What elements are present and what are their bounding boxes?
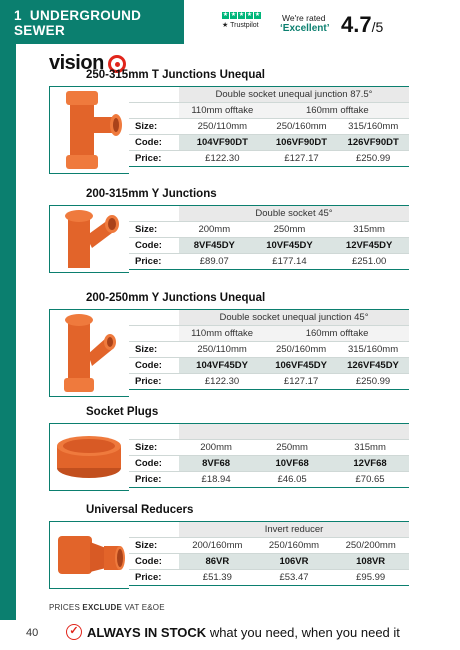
price-label: Price: [129, 151, 179, 167]
subheader: 160mm offtake [265, 326, 409, 342]
code-cell: 126VF45DY [337, 358, 409, 374]
table-header: Invert reducer [179, 522, 409, 538]
star-icon: ★ [222, 12, 229, 18]
price-label: Price: [129, 472, 179, 488]
trustpilot-stars [222, 12, 261, 19]
stock-banner: ✓ ALWAYS IN STOCK what you need, when you need it [66, 624, 400, 640]
product-y-junctions-unequal [49, 309, 409, 397]
size-cell: 250/110mm [179, 342, 265, 358]
socket-plug-image [49, 423, 129, 491]
size-label: Size: [129, 222, 179, 238]
size-cell: 250/110mm [179, 119, 266, 135]
code-cell: 106VR [256, 554, 333, 570]
size-cell: 250/160mm [256, 538, 333, 554]
product-y-junctions [49, 205, 409, 273]
code-cell: 106VF90DT [266, 135, 338, 151]
code-cell: 8VF68 [179, 456, 253, 472]
product-universal-reducers [49, 521, 409, 589]
section-header-band [0, 0, 184, 44]
code-cell: 8VF45DY [179, 238, 250, 254]
price-cell: £89.07 [179, 254, 250, 270]
price-cell: £46.05 [253, 472, 331, 488]
price-cell: £251.00 [329, 254, 409, 270]
price-note: PRICES EXCLUDE VAT E&OE [49, 603, 165, 612]
code-cell: 106VF45DY [265, 358, 337, 374]
price-cell: £95.99 [332, 570, 409, 586]
size-cell: 250/200mm [332, 538, 409, 554]
code-cell: 10VF45DY [250, 238, 330, 254]
code-cell: 10VF68 [253, 456, 331, 472]
code-cell: 104VF90DT [179, 135, 266, 151]
subheader: 160mm offtake [266, 103, 409, 119]
size-cell: 250/160mm [266, 119, 338, 135]
product-socket-plugs [49, 423, 409, 491]
trustpilot-badge [222, 12, 261, 29]
subheader: 110mm offtake [179, 326, 265, 342]
price-label: Price: [129, 374, 179, 390]
rated-text: We're rated [282, 13, 326, 23]
price-label: Price: [129, 254, 179, 270]
code-cell: 86VR [179, 554, 256, 570]
t-junction-image [49, 86, 129, 174]
page-number: 40 [26, 627, 39, 639]
rating-word: ‘Excellent’ [280, 23, 330, 34]
size-cell: 200mm [179, 440, 253, 456]
code-cell: 108VR [332, 554, 409, 570]
price-cell: £70.65 [331, 472, 409, 488]
section-title: 1 UNDERGROUND SEWER [14, 8, 142, 38]
size-cell: 315mm [331, 440, 409, 456]
reducer-image [49, 521, 129, 589]
table-header: Double socket unequal junction 87.5° [179, 87, 409, 103]
star-icon: ★ [238, 12, 245, 18]
price-cell: £250.99 [337, 151, 409, 167]
size-cell: 315/160mm [337, 119, 409, 135]
product-t-junctions [49, 86, 409, 174]
y-junction-image [49, 205, 129, 273]
price-cell: £250.99 [337, 374, 409, 390]
trustpilot-brand: ★ Trustpilot [222, 22, 259, 29]
size-label: Size: [129, 538, 179, 554]
price-cell: £53.47 [256, 570, 333, 586]
star-icon: ★ [246, 12, 253, 18]
price-cell: £127.17 [266, 151, 338, 167]
size-cell: 315/160mm [337, 342, 409, 358]
code-cell: 12VF45DY [329, 238, 409, 254]
code-label: Code: [129, 358, 179, 374]
size-cell: 250mm [250, 222, 330, 238]
table-header: Double socket 45° [179, 206, 409, 222]
star-icon: ★ [254, 12, 261, 18]
code-cell: 12VF68 [331, 456, 409, 472]
side-accent-bar [0, 0, 16, 620]
section-title-y-junctions: 200-315mm Y Junctions [86, 188, 217, 200]
y-junctions-unequal-table [129, 309, 409, 390]
rating-score: 4.7/5 [341, 12, 384, 37]
size-label: Size: [129, 119, 179, 135]
t-junctions-table [129, 86, 409, 167]
price-cell: £122.30 [179, 374, 265, 390]
table-header: Double socket unequal junction 45° [179, 310, 409, 326]
section-title-socket-plugs: Socket Plugs [86, 406, 159, 418]
universal-reducers-table [129, 521, 409, 586]
price-label: Price: [129, 570, 179, 586]
code-label: Code: [129, 456, 179, 472]
size-cell: 200/160mm [179, 538, 256, 554]
size-cell: 250/160mm [265, 342, 337, 358]
table-header [179, 424, 409, 440]
code-label: Code: [129, 554, 179, 570]
subheader: 110mm offtake [179, 103, 266, 119]
price-cell: £51.39 [179, 570, 256, 586]
vision-logo: vision [49, 52, 126, 75]
y-junctions-table [129, 205, 409, 270]
size-cell: 200mm [179, 222, 250, 238]
code-cell: 104VF45DY [179, 358, 265, 374]
price-cell: £18.94 [179, 472, 253, 488]
section-title-y-junctions-unequal: 200-250mm Y Junctions Unequal [86, 292, 266, 304]
check-circle-icon: ✓ [66, 624, 82, 640]
price-cell: £127.17 [265, 374, 337, 390]
code-cell: 126VF90DT [337, 135, 409, 151]
size-cell: 250mm [253, 440, 331, 456]
y-junction-unequal-image [49, 309, 129, 397]
star-icon: ★ [230, 12, 237, 18]
code-label: Code: [129, 238, 179, 254]
size-cell: 315mm [329, 222, 409, 238]
size-label: Size: [129, 440, 179, 456]
socket-plugs-table [129, 423, 409, 488]
code-label: Code: [129, 135, 179, 151]
section-title-t-junctions: 250-315mm T Junctions Unequal [86, 69, 265, 81]
price-cell: £122.30 [179, 151, 266, 167]
section-title-universal-reducers: Universal Reducers [86, 504, 194, 516]
price-cell: £177.14 [250, 254, 330, 270]
size-label: Size: [129, 342, 179, 358]
